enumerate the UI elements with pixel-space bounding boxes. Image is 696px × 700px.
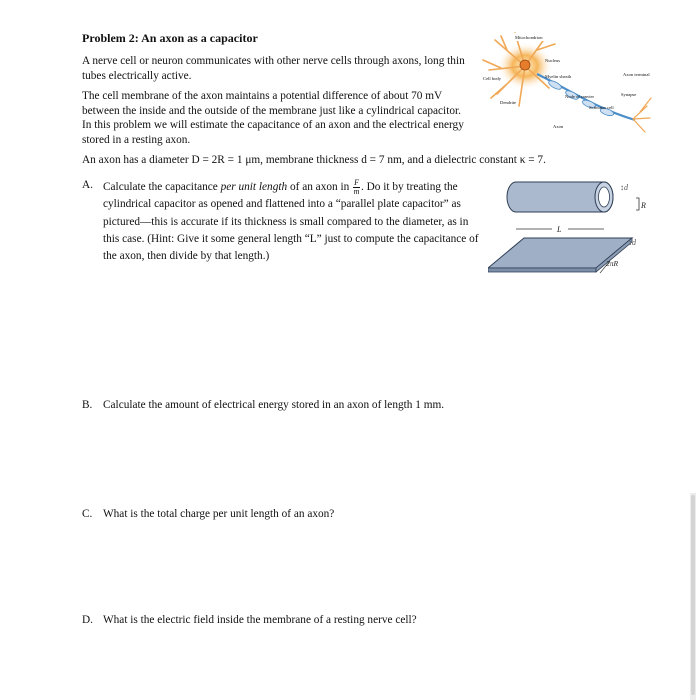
label-axon: Axon	[553, 124, 564, 129]
question-d-letter: D.	[82, 614, 93, 626]
label-synapse: Synapse	[621, 92, 637, 97]
label-dendrite: Dendrite	[500, 100, 517, 105]
intro-paragraph-2: The cell membrane of the axon maintains a potential difference of about 70 mV between the inside and the outside of the membrane just like a cylindrical capacitor. In this problem we will estimate the capacitance of an axon and the electrical energy stored in a resting axon.	[82, 90, 464, 146]
question-b-text: Calculate the amount of electrical energy stored in an axon of length 1 mm.	[103, 399, 445, 411]
fraction-denominator: m	[353, 187, 360, 196]
label-mitochondrion: Mitochondrion	[515, 35, 543, 40]
question-a-text	[103, 179, 485, 266]
radius-bracket	[636, 198, 639, 210]
unit-fraction	[353, 179, 360, 196]
axon-terminal-branches	[633, 98, 651, 132]
label-myelin-sheath: Myelin sheath	[545, 74, 572, 79]
intro-paragraph-1: A nerve cell or neuron communicates with other nerve cells through axons, long thin tubes electrically active.	[82, 55, 465, 82]
nucleus	[520, 60, 530, 70]
label-schwann-cell: Schwann cell	[589, 105, 614, 110]
fraction-numerator: F	[354, 178, 359, 187]
question-d-text: What is the electric field inside the membrane of a resting nerve cell?	[103, 614, 417, 626]
question-a-letter: A.	[82, 179, 93, 191]
question-c-text: What is the total charge per unit length of an axon?	[103, 508, 335, 520]
question-a-pre: Calculate the capacitance	[103, 181, 221, 194]
given-values: An axon has a diameter D = 2R = 1 μm, membrane thickness d = 7 nm, and a dielectric constant κ = 7.	[82, 154, 546, 166]
question-c-letter: C.	[82, 508, 93, 520]
label-nucleus: Nucleus	[545, 58, 561, 63]
question-a-italic: per unit length	[220, 181, 288, 194]
scrollbar-thumb[interactable]	[691, 495, 695, 695]
label-R: R	[641, 201, 646, 210]
label-d-top: ↕d	[620, 183, 628, 192]
label-2piR: 2πR	[606, 259, 619, 268]
problem-title: Problem 2: An axon as a capacitor	[82, 31, 258, 45]
question-a-post: . Do it by treating the cylindrical capacitor as opened and flattened into a “parallel plate capacitor” as pictured—this is accurate if its thickness is small compared to the diameter, as in this case. (Hint: Give it some general length “L” just to compute the capacitance of the axon, then divide by that length.)	[103, 181, 479, 263]
question-a-mid: of an axon in	[287, 181, 353, 194]
label-axon-terminal: Axon terminal	[623, 72, 650, 77]
label-d-bottom: ↕d	[628, 238, 636, 247]
label-L: L	[557, 225, 562, 234]
neuron-diagram	[475, 28, 653, 146]
capacitor-diagram	[488, 176, 660, 282]
label-cell-body: Cell body	[483, 76, 501, 81]
label-node-of-ranvier: Node of ranvier	[565, 94, 595, 99]
question-b-letter: B.	[82, 399, 93, 411]
cylinder-capacitor	[507, 182, 613, 212]
